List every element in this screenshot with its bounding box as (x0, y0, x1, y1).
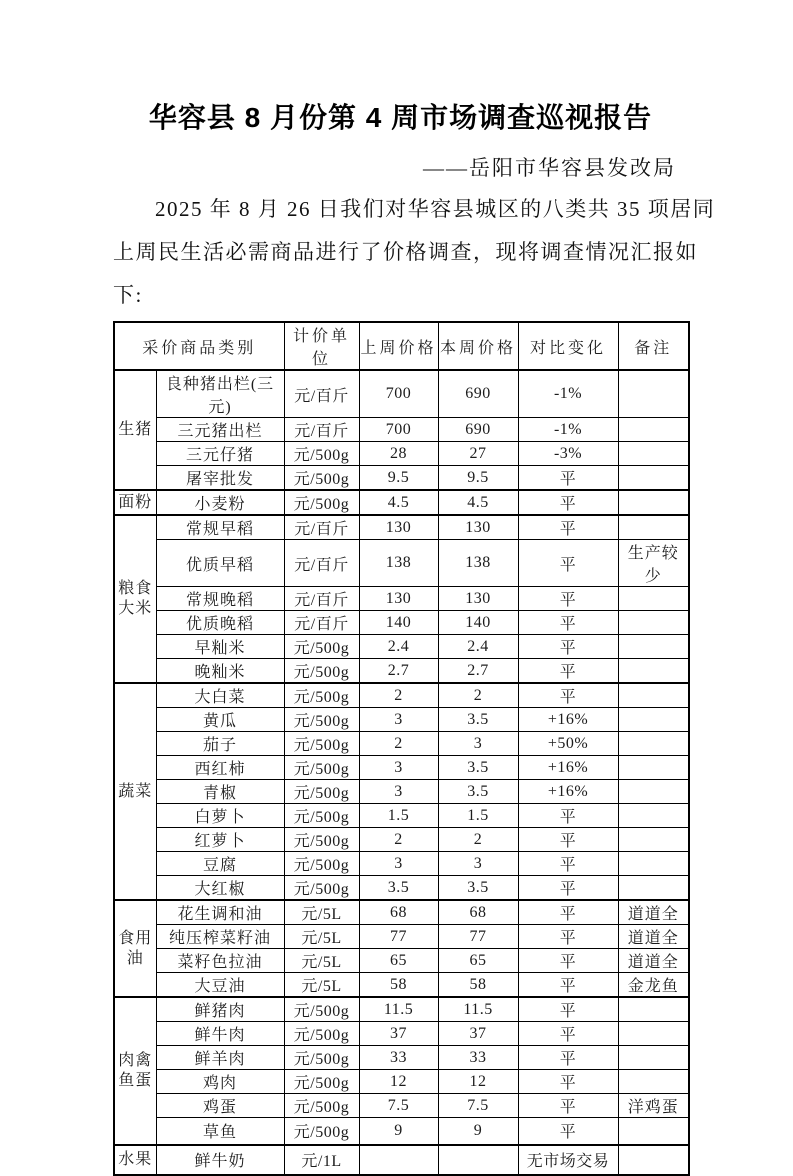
item-name-cell: 优质晚稻 (156, 611, 284, 635)
item-name-cell: 花生调和油 (156, 900, 284, 925)
this-week-price-cell: 2 (438, 683, 518, 708)
change-cell: 平 (518, 540, 618, 587)
last-week-price-cell: 4.5 (359, 490, 438, 515)
intro-paragraph (113, 188, 716, 317)
item-name-cell: 常规晚稻 (156, 587, 284, 611)
change-cell: 平 (518, 587, 618, 611)
item-name-cell: 草鱼 (156, 1118, 284, 1145)
unit-cell: 元/500g (284, 732, 359, 756)
change-cell: +50% (518, 732, 618, 756)
change-cell: +16% (518, 708, 618, 732)
unit-cell: 元/百斤 (284, 515, 359, 540)
last-week-price-cell: 130 (359, 515, 438, 540)
this-week-price-cell: 12 (438, 1070, 518, 1094)
last-week-price-cell: 12 (359, 1070, 438, 1094)
this-week-price-cell: 1.5 (438, 804, 518, 828)
category-cell: 蔬菜 (114, 683, 156, 900)
note-cell (618, 804, 689, 828)
note-cell: 道道全 (618, 925, 689, 949)
item-name-cell: 鲜羊肉 (156, 1046, 284, 1070)
this-week-price-cell: 77 (438, 925, 518, 949)
table-row (114, 1145, 689, 1175)
last-week-price-cell: 2 (359, 732, 438, 756)
table-row (114, 1046, 689, 1070)
table-row (114, 540, 689, 587)
paragraph-line: 下: (113, 283, 143, 307)
item-name-cell: 鲜牛奶 (156, 1145, 284, 1175)
change-cell: 无市场交易 (518, 1145, 618, 1175)
last-week-price-cell: 33 (359, 1046, 438, 1070)
unit-cell: 元/5L (284, 949, 359, 973)
last-week-price-cell: 138 (359, 540, 438, 587)
this-week-price-cell: 140 (438, 611, 518, 635)
item-name-cell: 鸡蛋 (156, 1094, 284, 1118)
paragraph-line: 2025 年 8 月 26 日我们对华容县城区的八类共 35 项居同 (155, 197, 716, 221)
unit-cell: 元/500g (284, 852, 359, 876)
last-week-price-cell: 9 (359, 1118, 438, 1145)
note-cell: 生产较少 (618, 540, 689, 587)
table-row (114, 515, 689, 540)
item-name-cell: 三元猪出栏 (156, 418, 284, 442)
change-cell: 平 (518, 828, 618, 852)
unit-cell: 元/500g (284, 683, 359, 708)
note-cell: 道道全 (618, 949, 689, 973)
change-cell: 平 (518, 852, 618, 876)
this-week-price-cell: 9 (438, 1118, 518, 1145)
unit-cell: 元/500g (284, 1022, 359, 1046)
table-row (114, 876, 689, 901)
note-cell (618, 780, 689, 804)
this-week-price-cell: 3 (438, 732, 518, 756)
table-row (114, 659, 689, 684)
unit-cell: 元/500g (284, 1118, 359, 1145)
this-week-price-cell: 68 (438, 900, 518, 925)
item-name-cell: 屠宰批发 (156, 466, 284, 491)
item-name-cell: 纯压榨菜籽油 (156, 925, 284, 949)
change-cell: 平 (518, 1046, 618, 1070)
table-row (114, 828, 689, 852)
item-name-cell: 豆腐 (156, 852, 284, 876)
change-cell: 平 (518, 1070, 618, 1094)
unit-cell: 元/500g (284, 659, 359, 684)
note-cell (618, 756, 689, 780)
header-cell-unit: 计价单位 (284, 322, 359, 370)
last-week-price-cell (359, 1145, 438, 1175)
item-name-cell: 大豆油 (156, 973, 284, 998)
this-week-price-cell: 3.5 (438, 876, 518, 901)
unit-cell: 元/5L (284, 973, 359, 998)
item-name-cell: 小麦粉 (156, 490, 284, 515)
header-cell-last-week: 上周价格 (359, 322, 438, 370)
last-week-price-cell: 3 (359, 756, 438, 780)
item-name-cell: 菜籽色拉油 (156, 949, 284, 973)
table-row (114, 780, 689, 804)
note-cell (618, 1046, 689, 1070)
item-name-cell: 大白菜 (156, 683, 284, 708)
category-cell: 面粉 (114, 490, 156, 515)
price-table-header (114, 322, 689, 370)
last-week-price-cell: 3.5 (359, 876, 438, 901)
change-cell: +16% (518, 780, 618, 804)
category-cell: 肉禽鱼蛋 (114, 997, 156, 1145)
category-cell: 粮食大米 (114, 515, 156, 683)
unit-cell: 元/百斤 (284, 587, 359, 611)
note-cell (618, 876, 689, 901)
this-week-price-cell: 4.5 (438, 490, 518, 515)
table-row (114, 973, 689, 998)
this-week-price-cell: 11.5 (438, 997, 518, 1022)
change-cell: 平 (518, 925, 618, 949)
this-week-price-cell: 130 (438, 587, 518, 611)
change-cell: 平 (518, 683, 618, 708)
last-week-price-cell: 65 (359, 949, 438, 973)
price-table-body (114, 370, 689, 1175)
last-week-price-cell: 700 (359, 418, 438, 442)
item-name-cell: 青椒 (156, 780, 284, 804)
unit-cell: 元/500g (284, 1070, 359, 1094)
note-cell (618, 852, 689, 876)
note-cell (618, 732, 689, 756)
table-row (114, 370, 689, 418)
unit-cell: 元/1L (284, 1145, 359, 1175)
this-week-price-cell: 690 (438, 418, 518, 442)
this-week-price-cell: 7.5 (438, 1094, 518, 1118)
last-week-price-cell: 140 (359, 611, 438, 635)
this-week-price-cell: 37 (438, 1022, 518, 1046)
last-week-price-cell: 3 (359, 780, 438, 804)
this-week-price-cell: 138 (438, 540, 518, 587)
last-week-price-cell: 2.4 (359, 635, 438, 659)
unit-cell: 元/500g (284, 635, 359, 659)
table-row (114, 1094, 689, 1118)
this-week-price-cell: 65 (438, 949, 518, 973)
table-row (114, 732, 689, 756)
this-week-price-cell: 2.4 (438, 635, 518, 659)
change-cell: 平 (518, 1022, 618, 1046)
last-week-price-cell: 58 (359, 973, 438, 998)
change-cell: 平 (518, 466, 618, 491)
unit-cell: 元/500g (284, 708, 359, 732)
unit-cell: 元/500g (284, 997, 359, 1022)
note-cell (618, 442, 689, 466)
this-week-price-cell: 58 (438, 973, 518, 998)
note-cell (618, 611, 689, 635)
table-row (114, 490, 689, 515)
item-name-cell: 良种猪出栏(三元) (156, 370, 284, 418)
change-cell: 平 (518, 949, 618, 973)
this-week-price-cell: 3.5 (438, 708, 518, 732)
item-name-cell: 常规早稻 (156, 515, 284, 540)
this-week-price-cell: 3.5 (438, 780, 518, 804)
header-cell-this-week: 本周价格 (438, 322, 518, 370)
page-title: 华容县 8 月份第 4 周市场调查巡视报告 (148, 102, 653, 133)
note-cell (618, 515, 689, 540)
unit-cell: 元/5L (284, 900, 359, 925)
change-cell: 平 (518, 1118, 618, 1145)
change-cell: 平 (518, 1094, 618, 1118)
table-row (114, 852, 689, 876)
unit-cell: 元/500g (284, 780, 359, 804)
note-cell (618, 683, 689, 708)
note-cell (618, 418, 689, 442)
item-name-cell: 红萝卜 (156, 828, 284, 852)
change-cell: 平 (518, 515, 618, 540)
category-cell: 食用油 (114, 900, 156, 997)
change-cell: -3% (518, 442, 618, 466)
unit-cell: 元/百斤 (284, 540, 359, 587)
unit-cell: 元/500g (284, 490, 359, 515)
last-week-price-cell: 130 (359, 587, 438, 611)
doc-subtitle: ——岳阳市华容县发改局 (423, 156, 676, 180)
unit-cell: 元/500g (284, 876, 359, 901)
item-name-cell: 优质早稻 (156, 540, 284, 587)
unit-cell: 元/500g (284, 756, 359, 780)
change-cell: 平 (518, 659, 618, 684)
change-cell: 平 (518, 611, 618, 635)
table-row (114, 756, 689, 780)
header-cell-change: 对比变化 (518, 322, 618, 370)
unit-cell: 元/500g (284, 466, 359, 491)
this-week-price-cell: 3 (438, 852, 518, 876)
this-week-price-cell: 27 (438, 442, 518, 466)
change-cell: 平 (518, 635, 618, 659)
change-cell: 平 (518, 973, 618, 998)
last-week-price-cell: 7.5 (359, 1094, 438, 1118)
header-cell-category: 采价商品类别 (114, 322, 284, 370)
change-cell: -1% (518, 370, 618, 418)
last-week-price-cell: 2 (359, 828, 438, 852)
price-table (113, 321, 690, 1176)
header-row (114, 322, 689, 370)
this-week-price-cell: 2.7 (438, 659, 518, 684)
table-row (114, 997, 689, 1022)
item-name-cell: 黄瓜 (156, 708, 284, 732)
item-name-cell: 西红柿 (156, 756, 284, 780)
header-cell-note: 备注 (618, 322, 689, 370)
item-name-cell: 晚籼米 (156, 659, 284, 684)
change-cell: 平 (518, 804, 618, 828)
this-week-price-cell: 130 (438, 515, 518, 540)
last-week-price-cell: 68 (359, 900, 438, 925)
note-cell (618, 659, 689, 684)
note-cell (618, 1070, 689, 1094)
last-week-price-cell: 28 (359, 442, 438, 466)
table-row (114, 804, 689, 828)
table-row (114, 1022, 689, 1046)
unit-cell: 元/500g (284, 1046, 359, 1070)
item-name-cell: 鲜牛肉 (156, 1022, 284, 1046)
note-cell (618, 490, 689, 515)
note-cell (618, 587, 689, 611)
last-week-price-cell: 2.7 (359, 659, 438, 684)
category-cell: 水果 (114, 1145, 156, 1175)
table-row (114, 1070, 689, 1094)
note-cell: 道道全 (618, 900, 689, 925)
table-row (114, 708, 689, 732)
this-week-price-cell: 9.5 (438, 466, 518, 491)
change-cell: 平 (518, 997, 618, 1022)
note-cell (618, 635, 689, 659)
category-cell: 生猪 (114, 370, 156, 490)
note-cell (618, 997, 689, 1022)
last-week-price-cell: 700 (359, 370, 438, 418)
last-week-price-cell: 3 (359, 708, 438, 732)
paragraph-line: 上周民生活必需商品进行了价格调查，现将调查情况汇报如 (113, 240, 698, 264)
this-week-price-cell: 690 (438, 370, 518, 418)
item-name-cell: 三元仔猪 (156, 442, 284, 466)
item-name-cell: 鸡肉 (156, 1070, 284, 1094)
table-row (114, 587, 689, 611)
table-row (114, 635, 689, 659)
change-cell: 平 (518, 900, 618, 925)
item-name-cell: 茄子 (156, 732, 284, 756)
note-cell (618, 1022, 689, 1046)
this-week-price-cell (438, 1145, 518, 1175)
table-row (114, 418, 689, 442)
table-row (114, 611, 689, 635)
unit-cell: 元/5L (284, 925, 359, 949)
table-row (114, 949, 689, 973)
change-cell: 平 (518, 876, 618, 901)
note-cell (618, 466, 689, 491)
table-row (114, 925, 689, 949)
change-cell: 平 (518, 490, 618, 515)
note-cell: 金龙鱼 (618, 973, 689, 998)
last-week-price-cell: 77 (359, 925, 438, 949)
change-cell: +16% (518, 756, 618, 780)
note-cell (618, 1145, 689, 1175)
note-cell (618, 828, 689, 852)
last-week-price-cell: 2 (359, 683, 438, 708)
unit-cell: 元/500g (284, 442, 359, 466)
this-week-price-cell: 33 (438, 1046, 518, 1070)
unit-cell: 元/500g (284, 828, 359, 852)
table-row (114, 442, 689, 466)
this-week-price-cell: 2 (438, 828, 518, 852)
item-name-cell: 大红椒 (156, 876, 284, 901)
document-content (113, 0, 716, 1176)
unit-cell: 元/500g (284, 804, 359, 828)
unit-cell: 元/百斤 (284, 611, 359, 635)
last-week-price-cell: 37 (359, 1022, 438, 1046)
item-name-cell: 鲜猪肉 (156, 997, 284, 1022)
last-week-price-cell: 9.5 (359, 466, 438, 491)
table-row (114, 900, 689, 925)
table-row (114, 683, 689, 708)
item-name-cell: 白萝卜 (156, 804, 284, 828)
last-week-price-cell: 3 (359, 852, 438, 876)
item-name-cell: 早籼米 (156, 635, 284, 659)
this-week-price-cell: 3.5 (438, 756, 518, 780)
last-week-price-cell: 11.5 (359, 997, 438, 1022)
last-week-price-cell: 1.5 (359, 804, 438, 828)
note-cell (618, 370, 689, 418)
unit-cell: 元/百斤 (284, 418, 359, 442)
note-cell (618, 708, 689, 732)
unit-cell: 元/百斤 (284, 370, 359, 418)
note-cell: 洋鸡蛋 (618, 1094, 689, 1118)
table-row (114, 466, 689, 491)
unit-cell: 元/500g (284, 1094, 359, 1118)
change-cell: -1% (518, 418, 618, 442)
